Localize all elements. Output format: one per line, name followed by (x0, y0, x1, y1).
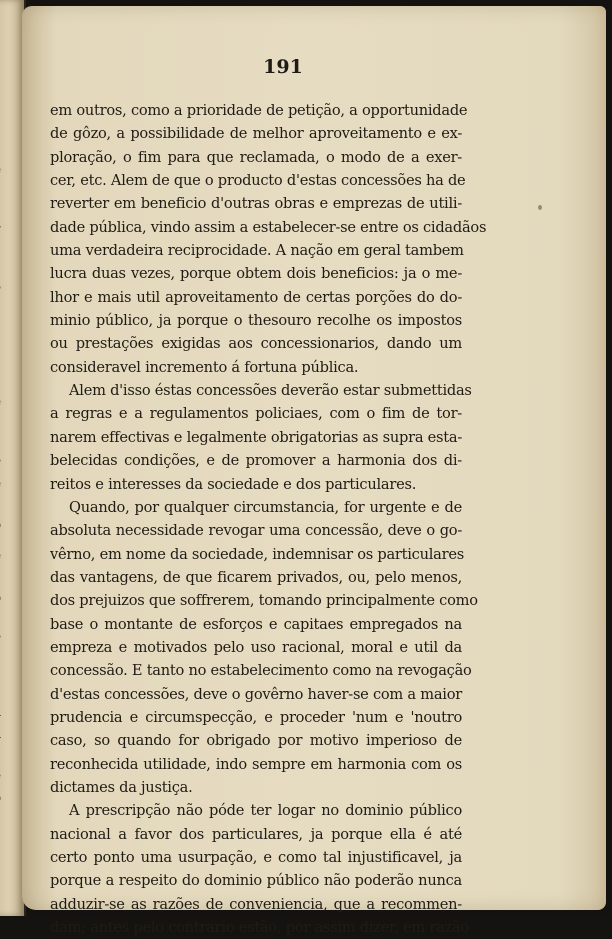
text-line: adduzir-se as razões de conveniencia, que a recommen- (50, 895, 462, 913)
text-line: prudencia e circumspecção, e proceder 'num e 'noutro (50, 708, 462, 726)
text-line: dade pública, vindo assim a estabelecer-se entre os cidadãos (50, 218, 487, 236)
text-line: lhor e mais util aproveitamento de certas porções do do- (50, 288, 462, 306)
margin-char (0, 790, 3, 806)
text-line: caso, so quando for obrigado por motivo imperioso de (50, 732, 462, 750)
book-page (22, 6, 606, 937)
page-number: 191 (263, 56, 303, 78)
text-line: dos prejuizos que soffrerem, tomando principalmente como (50, 592, 478, 610)
margin-char (0, 548, 3, 564)
paragraph-start-line: Alem d'isso éstas concessões deverão estar submettidas (69, 382, 472, 400)
text-line: base o montante de esforços e capitaes empregados na (50, 615, 462, 633)
text-line: a regras e a regulamentos policiaes, com o fim de tor- (50, 405, 462, 423)
previous-page-margin-text (0, 0, 4, 916)
text-line: cer, etc. Alem de que o producto d'estas concessões ha de (50, 172, 466, 190)
text-line: dictames da justiça. (50, 778, 193, 796)
text-line: consideravel incremento á fortuna pública. (50, 358, 359, 376)
text-line: em outros, como a prioridade de petição, a opportunidade (50, 102, 468, 119)
text-line: reconhecida utilidade, indo sempre em harmonia com os (50, 755, 462, 773)
margin-char (0, 768, 3, 784)
text-line: uma verdadeira reciprocidade. A nação em geral tambem (50, 242, 464, 260)
text-line: absoluta necessidade revogar uma concessão, deve o go- (50, 522, 462, 540)
text-line: das vantagens, de que ficarem privados, ou, pelo menos, (50, 568, 462, 586)
text-line: reverter em beneficio d'outras obras e emprezas de utili- (50, 195, 462, 213)
margin-char (0, 376, 3, 392)
margin-char (0, 704, 3, 720)
margin-char (0, 655, 3, 671)
margin-char (0, 143, 3, 159)
text-line: porque a respeito do dominio público não poderão nunca (50, 872, 462, 890)
text-line: ploração, o fim para que reclamada, o modo de a exer- (50, 148, 462, 166)
margin-char (0, 684, 3, 700)
text-line: belecidas condições, e de promover a harmonia dos di- (50, 452, 462, 470)
text-line: reitos e interesses da sociedade e dos particulares. (50, 475, 417, 493)
margin-char (0, 517, 3, 533)
margin-char (0, 748, 3, 764)
text-line: lucra duas vezes, porque obtem dois beneficios: ja o me- (50, 265, 462, 283)
paragraph-start-line: A prescripção não póde ter logar no dominio público (69, 802, 462, 820)
text-line: empreza e motivados pelo uso racional, moral e util da (50, 638, 462, 656)
margin-char (0, 568, 3, 584)
text-line: minio público, ja porque o thesouro recolhe os impostos (50, 312, 462, 330)
ink-speck (538, 205, 542, 210)
text-line: d'estas concessões, deve o govêrno haver-se com a maior (50, 685, 462, 703)
text-line: certo ponto uma usurpação, e como tal injustificavel, ja (50, 849, 462, 866)
margin-char (0, 162, 3, 178)
margin-char (0, 631, 3, 647)
paragraph-start-line: Quando, por qualquer circumstancia, for urgente e de (69, 498, 462, 516)
text-line: concessão. E tanto no estabelecimento como na revogação (50, 662, 472, 680)
margin-char (0, 455, 3, 471)
margin-char (0, 590, 3, 606)
margin-char (0, 726, 3, 742)
text-line: de gôzo, a possibilidade de melhor aproveitamento e ex- (50, 125, 462, 143)
margin-char (0, 476, 3, 492)
margin-char (0, 282, 3, 298)
page-body-text (50, 99, 487, 939)
margin-char (0, 108, 3, 124)
text-line: ou prestações exigidas aos concessionarios, dando um (50, 335, 462, 353)
margin-char (0, 394, 3, 410)
text-line: nacional a favor dos particulares, ja porque ella é até (50, 825, 462, 843)
text-line: dam; antes pelo contrario estão, por assim dizer, em razão (50, 919, 469, 937)
margin-char (0, 222, 3, 238)
text-line: vêrno, em nome da sociedade, indemnisar os particulares (50, 545, 464, 563)
text-line: narem effectivas e legalmente obrigatorias as supra esta- (50, 428, 463, 446)
